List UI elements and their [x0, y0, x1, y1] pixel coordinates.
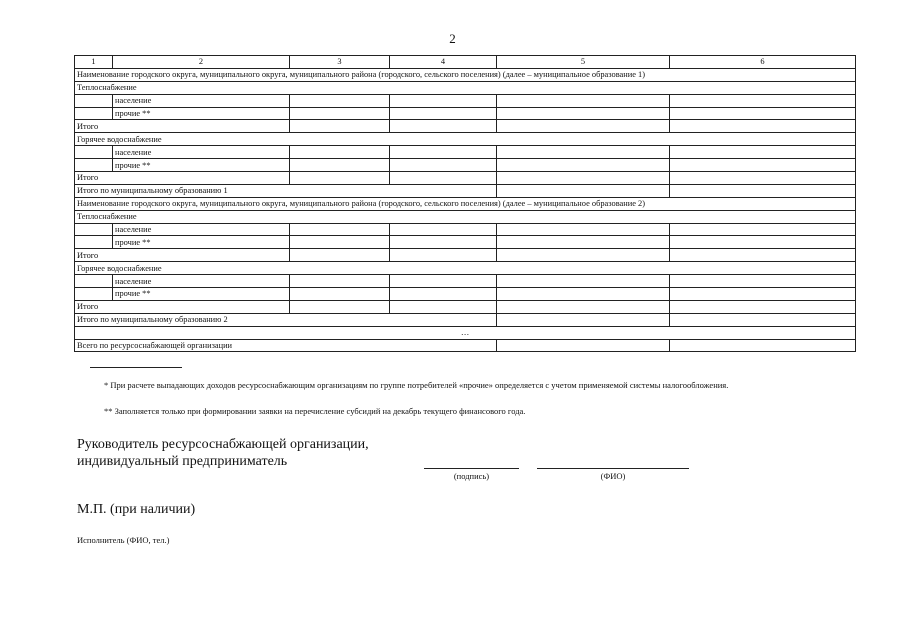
table-cell[interactable] [497, 184, 670, 197]
table-row [75, 172, 856, 185]
table-cell[interactable] [390, 236, 497, 249]
table-cell[interactable] [670, 300, 856, 313]
row-label: население [113, 146, 290, 159]
table-row [75, 313, 856, 326]
table-cell [75, 288, 113, 301]
table-cell[interactable] [497, 339, 670, 352]
table-cell[interactable] [497, 249, 670, 262]
table-cell[interactable] [390, 223, 497, 236]
name-caption: (ФИО) [600, 471, 626, 481]
table-cell[interactable] [497, 120, 670, 133]
table-cell[interactable] [497, 300, 670, 313]
table-cell[interactable] [670, 184, 856, 197]
table-row [75, 210, 856, 223]
table-cell[interactable] [390, 159, 497, 172]
table-cell[interactable] [497, 236, 670, 249]
footnote-1: * При расчете выпадающих доходов ресурсоснабжающим организациям по группе потребителей «прочие» определяется с учетом применяемой системы налогообложения. [104, 380, 729, 390]
table-cell[interactable] [497, 313, 670, 326]
row-label: Итого [75, 120, 290, 133]
table-row [75, 184, 856, 197]
table-cell[interactable] [290, 172, 390, 185]
row-label: Итого [75, 172, 290, 185]
table-row [75, 81, 856, 94]
table-cell[interactable] [290, 146, 390, 159]
table-cell[interactable] [290, 159, 390, 172]
column-header: 3 [290, 56, 390, 69]
signature-line[interactable] [424, 468, 519, 469]
table-cell[interactable] [290, 249, 390, 262]
table-cell[interactable] [670, 146, 856, 159]
stamp-place: М.П. (при наличии) [77, 502, 196, 517]
row-label: Итого [75, 249, 290, 262]
table-row [75, 262, 856, 275]
table-cell[interactable] [290, 94, 390, 107]
row-label: прочие ** [113, 159, 290, 172]
row-label: прочие ** [113, 107, 290, 120]
table-cell[interactable] [497, 275, 670, 288]
table-cell[interactable] [290, 120, 390, 133]
row-label: население [113, 223, 290, 236]
table-cell[interactable] [670, 288, 856, 301]
table-cell[interactable] [670, 172, 856, 185]
table-cell[interactable] [390, 249, 497, 262]
row-label: Теплоснабжение [75, 81, 856, 94]
row-label: Горячее водоснабжение [75, 262, 856, 275]
table-cell[interactable] [497, 94, 670, 107]
table-cell[interactable] [497, 223, 670, 236]
table-cell[interactable] [390, 288, 497, 301]
table-row [75, 146, 856, 159]
column-header: 1 [75, 56, 113, 69]
executor-line: Исполнитель (ФИО, тел.) [77, 535, 170, 545]
table-cell[interactable] [670, 120, 856, 133]
signature-caption: (подпись) [453, 471, 490, 481]
page-number: 2 [449, 31, 456, 46]
table-cell[interactable] [670, 223, 856, 236]
table-cell [75, 146, 113, 159]
table-cell[interactable] [390, 275, 497, 288]
table-row [75, 197, 856, 210]
table-cell[interactable] [290, 288, 390, 301]
signatory-title [77, 436, 369, 470]
table-cell[interactable] [390, 172, 497, 185]
table-cell [75, 223, 113, 236]
table-row [75, 326, 856, 339]
column-header: 2 [113, 56, 290, 69]
table-cell[interactable] [670, 249, 856, 262]
table-row [75, 223, 856, 236]
table-cell [75, 107, 113, 120]
table-cell[interactable] [390, 146, 497, 159]
table-body [75, 56, 856, 352]
column-header: 5 [497, 56, 670, 69]
table-row [75, 300, 856, 313]
table-cell[interactable] [670, 236, 856, 249]
table-cell[interactable] [390, 107, 497, 120]
subsidy-table [74, 55, 856, 352]
table-row [75, 94, 856, 107]
table-cell[interactable] [497, 107, 670, 120]
table-cell[interactable] [670, 313, 856, 326]
signatory-title-line2: индивидуальный предприниматель [77, 454, 288, 469]
row-label: Итого [75, 300, 290, 313]
signatory-title-line1: Руководитель ресурсоснабжающей организации, [77, 437, 369, 452]
row-label: … [75, 326, 856, 339]
row-label: Наименование городского округа, муниципального округа, муниципального района (городского, сельского поселения) (далее – муниципальное образование 2) [75, 197, 856, 210]
table-cell[interactable] [670, 94, 856, 107]
table-cell[interactable] [290, 236, 390, 249]
row-label: Итого по муниципальному образованию 2 [75, 313, 497, 326]
column-header: 4 [390, 56, 497, 69]
table-cell[interactable] [290, 275, 390, 288]
table-cell [75, 159, 113, 172]
name-line[interactable] [537, 468, 689, 469]
table-cell [75, 94, 113, 107]
table-cell[interactable] [670, 159, 856, 172]
row-label: Итого по муниципальному образованию 1 [75, 184, 497, 197]
header-row [75, 56, 856, 69]
table-row [75, 159, 856, 172]
table-cell[interactable] [670, 107, 856, 120]
table-row [75, 236, 856, 249]
table-row [75, 107, 856, 120]
table-cell[interactable] [390, 120, 497, 133]
footnote-2: ** Заполняется только при формировании заявки на перечисление субсидий на декабрь текущего финансового года. [104, 406, 526, 416]
row-label: Теплоснабжение [75, 210, 856, 223]
table-cell[interactable] [390, 94, 497, 107]
row-label: Всего по ресурсоснабжающей организации [75, 339, 497, 352]
table-cell[interactable] [290, 300, 390, 313]
table-cell[interactable] [390, 300, 497, 313]
row-label: население [113, 94, 290, 107]
table-row [75, 120, 856, 133]
row-label: прочие ** [113, 288, 290, 301]
column-header: 6 [670, 56, 856, 69]
table-row [75, 288, 856, 301]
row-label: Горячее водоснабжение [75, 133, 856, 146]
table-row [75, 275, 856, 288]
table-row [75, 339, 856, 352]
row-label: население [113, 275, 290, 288]
table-cell[interactable] [670, 339, 856, 352]
table-cell[interactable] [497, 159, 670, 172]
table-cell[interactable] [290, 107, 390, 120]
table-cell[interactable] [290, 223, 390, 236]
table-cell[interactable] [497, 288, 670, 301]
table-cell[interactable] [497, 172, 670, 185]
table-row [75, 133, 856, 146]
row-label: Наименование городского округа, муниципального округа, муниципального района (городского, сельского поселения) (далее – муниципальное образование 1) [75, 68, 856, 81]
table-cell[interactable] [670, 275, 856, 288]
table-row [75, 249, 856, 262]
table-cell [75, 236, 113, 249]
footnote-separator [90, 367, 182, 368]
row-label: прочие ** [113, 236, 290, 249]
table-cell [75, 275, 113, 288]
table-cell[interactable] [497, 146, 670, 159]
table-row [75, 68, 856, 81]
